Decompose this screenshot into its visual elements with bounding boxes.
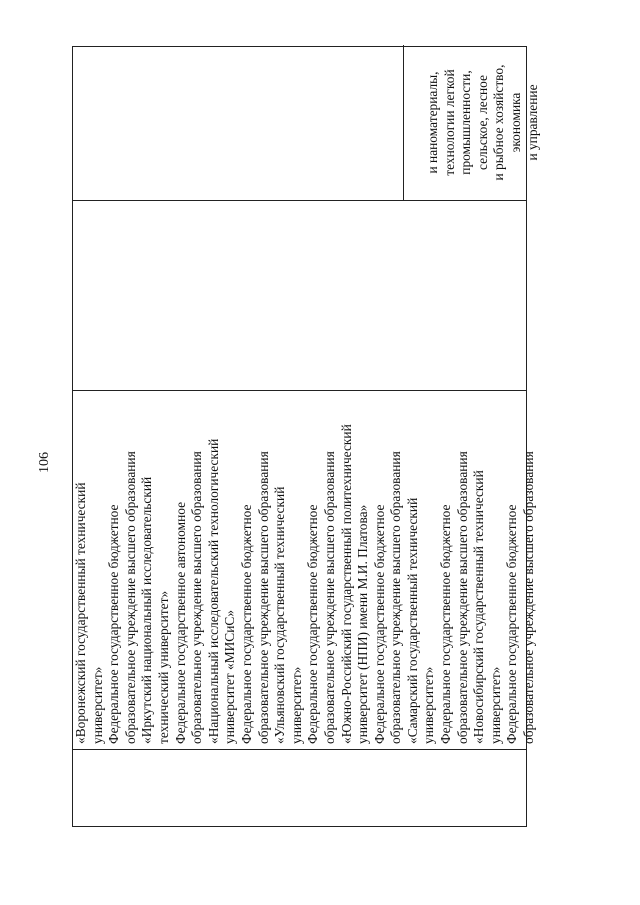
organization-line: университет «МИСиС» — [222, 609, 238, 744]
organization-line: Федеральное государственное бюджетное — [438, 504, 454, 744]
specialty-line: и управление — [524, 84, 540, 161]
organization-line: технический университет» — [155, 590, 171, 744]
organization-line: университет» — [421, 666, 437, 744]
specialty-line: технологии легкой — [441, 69, 457, 176]
organization-line: образовательное учреждение высшего образования — [454, 451, 470, 744]
organization-list — [73, 392, 538, 744]
table-column-1 — [73, 749, 526, 826]
organization-line: Федеральное государственное бюджетное — [106, 504, 122, 744]
organization-line: «Воронежский государственный технический — [73, 482, 88, 744]
organization-line: университет» — [288, 666, 304, 744]
organization-line: образовательное учреждение высшего образования — [189, 451, 205, 744]
organization-line: Федеральное государственное бюджетное — [504, 504, 520, 744]
organization-line: Федеральное государственное бюджетное — [305, 504, 321, 744]
specialty-line: сельское, лесное — [474, 75, 490, 170]
organization-line: образовательное учреждение высшего образования — [388, 451, 404, 744]
row-separator — [403, 45, 404, 200]
specialty-line: и наноматериалы, — [425, 71, 440, 174]
organization-line: образовательное учреждение высшего образования — [122, 451, 138, 744]
organization-line: образовательное учреждение высшего образования — [521, 451, 537, 744]
organization-line: Федеральное государственное бюджетное — [371, 504, 387, 744]
specialty-list — [425, 45, 541, 200]
organization-line: университет» — [487, 666, 503, 744]
organization-line: Федеральное государственное бюджетное — [238, 504, 254, 744]
organization-line: Федеральное государственное автономное — [172, 501, 188, 744]
table-column-3 — [73, 200, 526, 390]
specialty-line: и рыбное хозяйство, — [491, 64, 507, 181]
organization-line: «Иркутский национальный исследовательский — [139, 476, 155, 744]
organization-line: «Национальный исследовательский технологический — [205, 438, 221, 744]
organization-line: «Южно-Российский государственный политехнический — [338, 424, 354, 744]
organization-line: университет» — [89, 666, 105, 744]
page-number: 106 — [37, 452, 52, 473]
organization-line: университет (НПИ) имени М.И. Платова» — [355, 504, 371, 744]
specialty-line: экономика — [507, 92, 523, 153]
organization-line: образовательное учреждение высшего образования — [255, 451, 271, 744]
specialty-line: промышленности, — [458, 70, 474, 175]
organization-line: «Ульяновский государственный технический — [272, 486, 288, 744]
organization-line: «Новосибирский государственный технический — [471, 470, 487, 744]
document-table — [72, 46, 540, 827]
organization-line: «Самарский государственный технический — [404, 497, 420, 744]
organization-line: образовательное учреждение высшего образования — [321, 451, 337, 744]
